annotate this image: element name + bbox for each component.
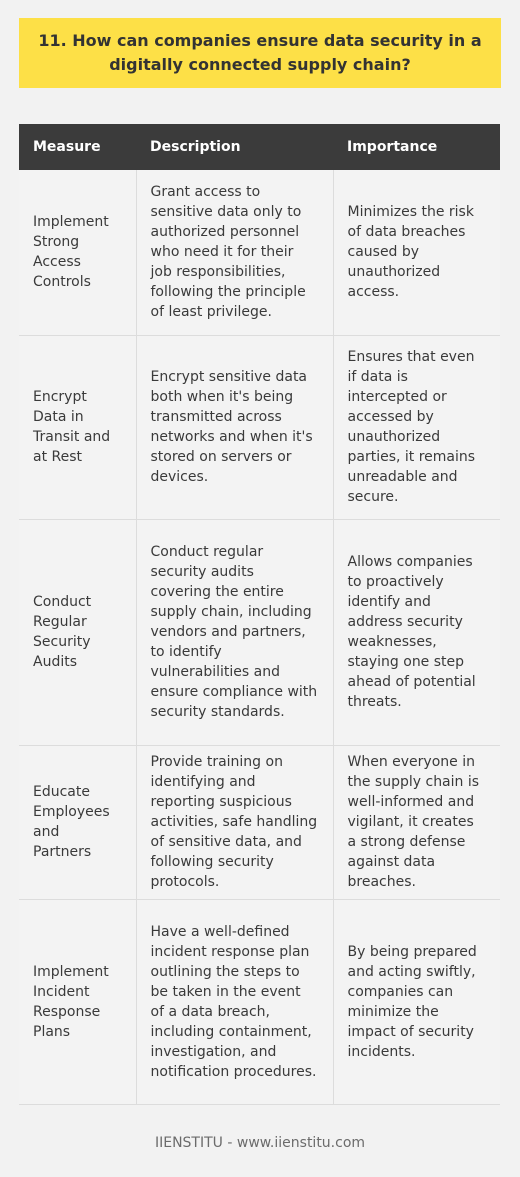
description-cell: Provide training on identifying and reporting suspicious activities, safe handling of sensitive data, and following security protocols. xyxy=(136,745,333,899)
table-row xyxy=(19,335,500,519)
measure-cell: Educate Employees and Partners xyxy=(19,745,136,899)
measure-cell: Implement Incident Response Plans xyxy=(19,899,136,1104)
description-cell: Encrypt sensitive data both when it's being transmitted across networks and when it's stored on servers or devices. xyxy=(136,335,333,519)
importance-cell: Minimizes the risk of data breaches caused by unauthorized access. xyxy=(333,170,500,335)
footer-credit: IIENSTITU - www.iienstitu.com xyxy=(154,1135,366,1151)
title-banner xyxy=(19,18,501,88)
column-header-description: Description xyxy=(150,139,241,155)
importance-cell: Ensures that even if data is intercepted or accessed by unauthorized parties, it remains unreadable and secure. xyxy=(333,335,500,519)
description-cell: Conduct regular security audits covering the entire supply chain, including vendors and partners, to identify vulnerabilities and ensure compliance with security standards. xyxy=(136,519,333,745)
table-row xyxy=(19,899,500,1104)
measure-cell: Encrypt Data in Transit and at Rest xyxy=(19,335,136,519)
importance-cell: By being prepared and acting swiftly, companies can minimize the impact of security incidents. xyxy=(333,899,500,1104)
column-header-importance: Importance xyxy=(347,139,438,155)
page-title: 11. How can companies ensure data security in a digitally connected supply chain? xyxy=(38,31,482,74)
description-cell: Have a well-defined incident response plan outlining the steps to be taken in the event of a data breach, including containment, investigation, and notification procedures. xyxy=(136,899,333,1104)
importance-cell: Allows companies to proactively identify and address security weaknesses, staying one step ahead of potential threats. xyxy=(333,519,500,745)
measure-cell: Implement Strong Access Controls xyxy=(19,170,136,335)
table-row xyxy=(19,745,500,899)
table-row xyxy=(19,170,500,335)
column-header-measure: Measure xyxy=(33,139,101,155)
measure-cell: Conduct Regular Security Audits xyxy=(19,519,136,745)
security-measures-table xyxy=(19,124,500,1105)
table-row xyxy=(19,519,500,745)
importance-cell: When everyone in the supply chain is well-informed and vigilant, it creates a strong defense against data breaches. xyxy=(333,745,500,899)
table-header-row xyxy=(19,124,500,170)
description-cell: Grant access to sensitive data only to authorized personnel who need it for their job responsibilities, following the principle of least privilege. xyxy=(136,170,333,335)
